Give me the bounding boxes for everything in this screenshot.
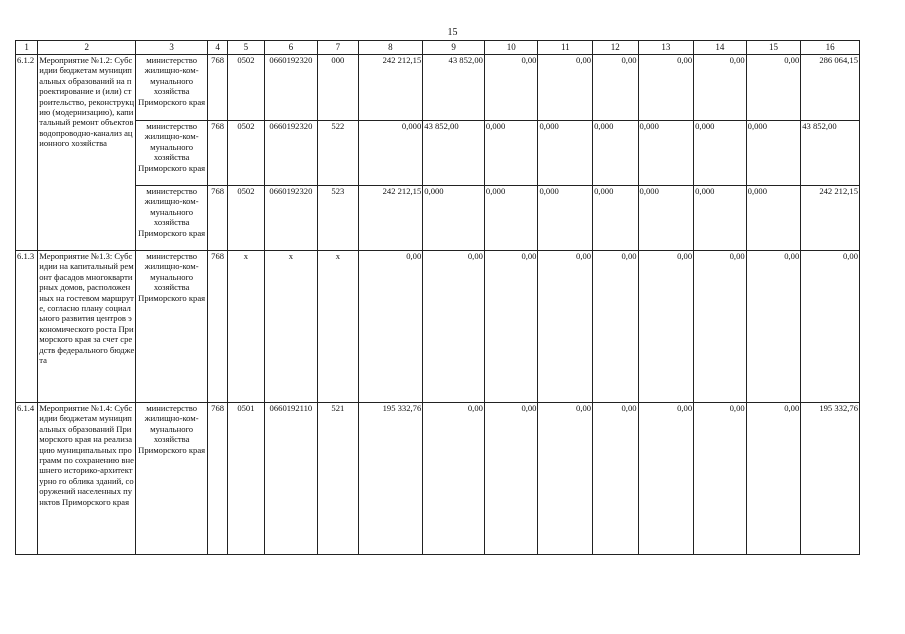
header-cell: 11	[538, 41, 593, 55]
cell-c7: x	[318, 251, 358, 403]
header-cell: 10	[484, 41, 538, 55]
cell-c10: 0,000	[484, 121, 538, 186]
cell-c9: 43 852,00	[423, 121, 485, 186]
cell-c7: 522	[318, 121, 358, 186]
table-row	[16, 55, 860, 121]
cell-c5: x	[228, 251, 264, 403]
cell-c12: 0,00	[593, 251, 638, 403]
header-cell: 12	[593, 41, 638, 55]
cell-c10: 0,00	[484, 251, 538, 403]
row-id: 6.1.3	[16, 251, 38, 403]
ministry-cell: министерство жилищно-ком-мунального хозяйства Приморского края	[136, 251, 208, 403]
cell-c9: 0,00	[423, 403, 485, 555]
cell-c13: 0,00	[638, 403, 694, 555]
cell-c16: 195 332,76	[801, 403, 860, 555]
cell-c9: 0,00	[423, 251, 485, 403]
header-cell: 16	[801, 41, 860, 55]
row-description: Мероприятие №1.4: Субсидии бюджетам муниципальных образований Приморского края на реализацию муниципальных программ по сохранению внешнего историко-архитектурно го облика зданий, сооружений населенных пунктов Приморского края	[38, 403, 136, 555]
cell-c8: 195 332,76	[358, 403, 423, 555]
cell-c11: 0,00	[538, 55, 593, 121]
cell-c4: 768	[208, 121, 228, 186]
budget-table	[15, 40, 860, 555]
cell-c11: 0,000	[538, 186, 593, 251]
cell-c14: 0,000	[694, 121, 747, 186]
cell-c4: 768	[208, 403, 228, 555]
header-cell: 8	[358, 41, 423, 55]
row-description: Мероприятие №1.3: Субсидии на капитальный ремонт фасадов многоквартирных домов, расположенных на гостевом маршруте, согласно плану социального развития центров экономического роста Приморского края за счет средств федерального бюджета	[38, 251, 136, 403]
header-cell: 13	[638, 41, 694, 55]
header-cell: 9	[423, 41, 485, 55]
cell-c8: 0,00	[358, 251, 423, 403]
cell-c14: 0,00	[694, 403, 747, 555]
cell-c7: 523	[318, 186, 358, 251]
row-description: Мероприятие №1.2: Субсидии бюджетам муниципальных образований на проектирование и (или) строительство, реконструкцию (модернизацию), капитальный ремонт объектов водопроводно-канализ ационного хозяйства	[38, 55, 136, 251]
page-number: 15	[447, 27, 458, 38]
cell-c14: 0,00	[694, 251, 747, 403]
header-cell: 2	[38, 41, 136, 55]
cell-c15: 0,000	[746, 186, 801, 251]
header-cell: 1	[16, 41, 38, 55]
header-row	[16, 41, 860, 55]
header-cell: 5	[228, 41, 264, 55]
cell-c6: 0660192320	[264, 186, 318, 251]
cell-c4: 768	[208, 55, 228, 121]
cell-c11: 0,00	[538, 403, 593, 555]
cell-c14: 0,000	[694, 186, 747, 251]
table-row	[16, 403, 860, 555]
cell-c8: 242 212,15	[358, 55, 423, 121]
ministry-cell: министерство жилищно-ком-мунального хозяйства Приморского края	[136, 403, 208, 555]
cell-c15: 0,00	[746, 55, 801, 121]
cell-c12: 0,000	[593, 186, 638, 251]
cell-c8: 0,000	[358, 121, 423, 186]
header-cell: 6	[264, 41, 318, 55]
cell-c6: 0660192320	[264, 55, 318, 121]
row-id: 6.1.2	[16, 55, 38, 251]
cell-c13: 0,000	[638, 121, 694, 186]
cell-c12: 0,00	[593, 55, 638, 121]
cell-c13: 0,000	[638, 186, 694, 251]
cell-c10: 0,00	[484, 403, 538, 555]
cell-c16: 0,00	[801, 251, 860, 403]
cell-c7: 000	[318, 55, 358, 121]
cell-c13: 0,00	[638, 55, 694, 121]
cell-c10: 0,000	[484, 186, 538, 251]
cell-c11: 0,00	[538, 251, 593, 403]
cell-c13: 0,00	[638, 251, 694, 403]
cell-c12: 0,00	[593, 403, 638, 555]
header-cell: 14	[694, 41, 747, 55]
cell-c9: 43 852,00	[423, 55, 485, 121]
ministry-cell: министерство жилищно-ком-мунального хозяйства Приморского края	[136, 55, 208, 121]
cell-c7: 521	[318, 403, 358, 555]
cell-c10: 0,00	[484, 55, 538, 121]
header-cell: 4	[208, 41, 228, 55]
table-row	[16, 121, 860, 186]
cell-c5: 0501	[228, 403, 264, 555]
cell-c9: 0,000	[423, 186, 485, 251]
table-row	[16, 186, 860, 251]
cell-c6: x	[264, 251, 318, 403]
cell-c16: 242 212,15	[801, 186, 860, 251]
cell-c5: 0502	[228, 121, 264, 186]
cell-c12: 0,000	[593, 121, 638, 186]
cell-c16: 43 852,00	[801, 121, 860, 186]
header-cell: 15	[746, 41, 801, 55]
cell-c16: 286 064,15	[801, 55, 860, 121]
cell-c4: 768	[208, 186, 228, 251]
header-cell: 7	[318, 41, 358, 55]
cell-c6: 0660192320	[264, 121, 318, 186]
ministry-cell: министерство жилищно-ком-мунального хозяйства Приморского края	[136, 121, 208, 186]
cell-c11: 0,000	[538, 121, 593, 186]
cell-c5: 0502	[228, 55, 264, 121]
header-cell: 3	[136, 41, 208, 55]
cell-c8: 242 212,15	[358, 186, 423, 251]
row-id: 6.1.4	[16, 403, 38, 555]
cell-c15: 0,000	[746, 121, 801, 186]
cell-c14: 0,00	[694, 55, 747, 121]
cell-c15: 0,00	[746, 403, 801, 555]
cell-c4: 768	[208, 251, 228, 403]
cell-c15: 0,00	[746, 251, 801, 403]
cell-c5: 0502	[228, 186, 264, 251]
table-row	[16, 251, 860, 403]
cell-c6: 0660192110	[264, 403, 318, 555]
ministry-cell: министерство жилищно-ком-мунального хозяйства Приморского края	[136, 186, 208, 251]
